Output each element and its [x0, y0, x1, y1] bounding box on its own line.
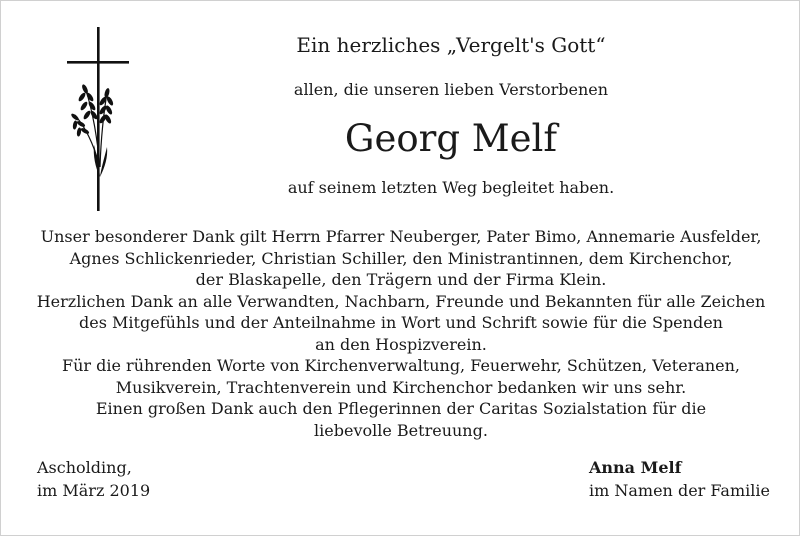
thanks-line: Für die rührenden Worte von Kirchenverwaltung, Feuerwehr, Schützen, Veteranen,: [61, 356, 741, 375]
thanks-text: [21, 226, 781, 441]
thanks-line: Agnes Schlickenrieder, Christian Schiller, den Ministrantinnen, dem Kirchenchor,: [69, 248, 733, 268]
thanks-line: liebevolle Betreuung.: [314, 420, 488, 440]
outro-line: auf seinem letzten Weg begleitet haben.: [287, 178, 615, 197]
deceased-name: Georg Melf: [344, 117, 558, 160]
headline: Ein herzliches „Vergelt's Gott“: [296, 33, 606, 57]
intro-line: allen, die unseren lieben Verstorbenen: [293, 80, 609, 99]
signer-note: im Namen der Familie: [589, 481, 770, 500]
thanks-line: Musikverein, Trachtenverein und Kirchenchor bedanken wir uns sehr.: [115, 377, 687, 397]
thanks-line: der Blaskapelle, den Trägern und der Firma Klein.: [195, 270, 607, 289]
date: im März 2019: [37, 481, 151, 500]
thanks-line: an den Hospizverein.: [315, 334, 487, 354]
place-date: [37, 456, 150, 502]
thanks-line: Herzlichen Dank an alle Verwandten, Nachbarn, Freunde und Bekannten für alle Zeichen: [36, 291, 766, 311]
thanks-line: Unser besonderer Dank gilt Herrn Pfarrer Neuberger, Pater Bimo, Annemarie Ausfelder,: [40, 227, 762, 246]
signer-name: Anna Melf: [589, 458, 682, 477]
thanks-line: Einen großen Dank auch den Pflegerinnen der Caritas Sozialstation für die: [95, 399, 707, 418]
cross-with-wheat-icon: [63, 27, 133, 211]
signature-block: [589, 456, 770, 502]
thanks-line: des Mitgefühls und der Anteilnahme in Wort und Schrift sowie für die Spenden: [79, 313, 723, 332]
place: Ascholding,: [37, 458, 132, 477]
